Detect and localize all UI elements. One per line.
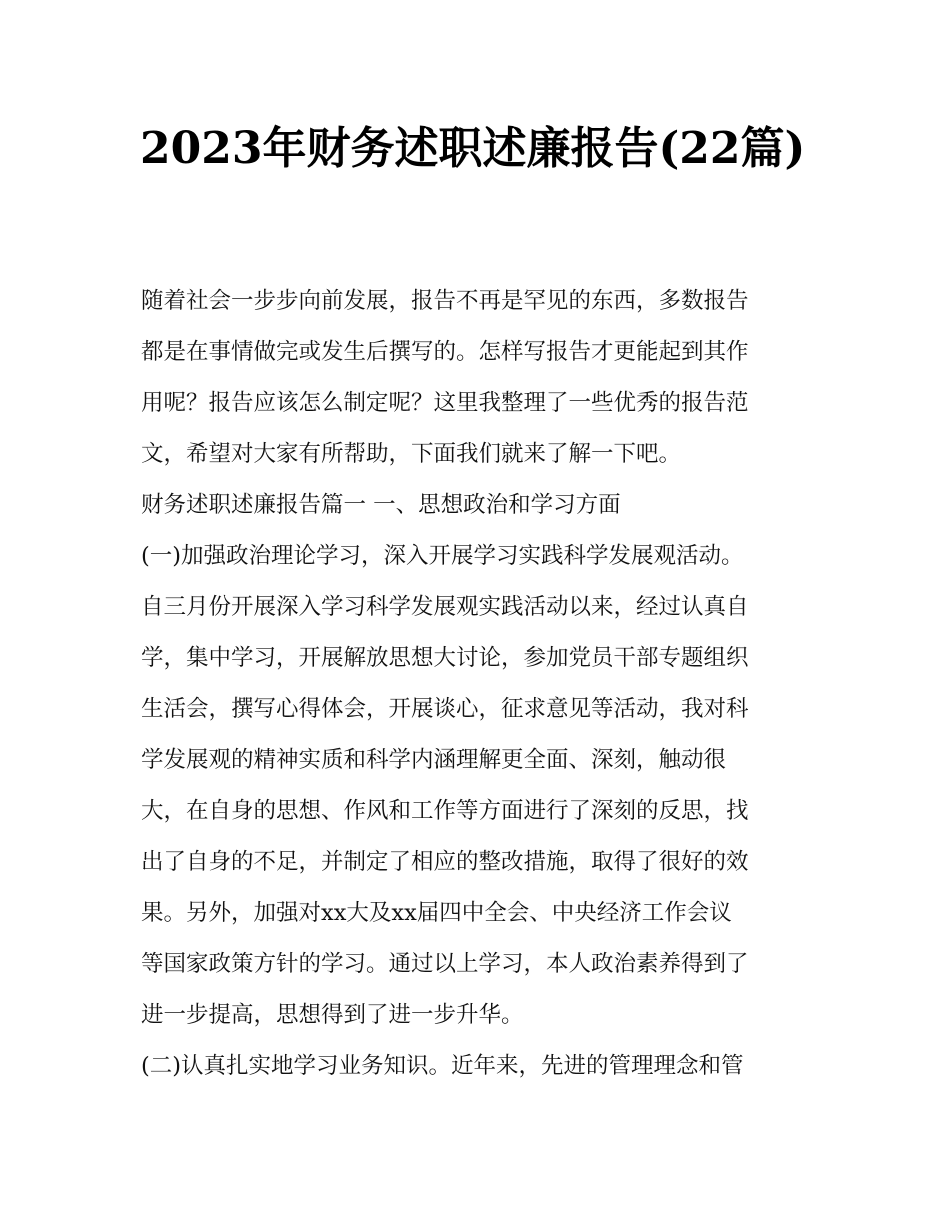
text-line: 财务述职述廉报告篇一 一、思想政治和学习方面 — [141, 492, 621, 518]
text-line: 出了自身的不足，并制定了相应的整改措施，取得了很好的效 — [141, 849, 749, 875]
subsection-heading — [141, 531, 821, 582]
text-line: (一)加强政治理论学习，深入开展学习实践科学发展观活动。 — [141, 543, 744, 569]
intro-paragraph — [141, 276, 821, 480]
document-title: 2023年财务述职述廉报告(22篇) — [140, 123, 806, 174]
text-line: 进一步提高，思想得到了进一步升华。 — [141, 1002, 524, 1028]
text-line: 生活会，撰写心得体会，开展谈心，征求意见等活动，我对科 — [141, 696, 749, 722]
body-paragraph — [141, 582, 821, 1041]
text-line: (二)认真扎实地学习业务知识。近年来，先进的管理理念和管 — [141, 1053, 744, 1079]
text-line: 大，在自身的思想、作风和工作等方面进行了深刻的反思，找 — [141, 798, 749, 824]
text-line: 文，希望对大家有所帮助，下面我们就来了解一下吧。 — [141, 441, 682, 467]
text-line: 等国家政策方针的学习。通过以上学习，本人政治素养得到了 — [141, 951, 749, 977]
section-heading — [141, 480, 821, 531]
document-body — [141, 276, 821, 1092]
text-line: 自三月份开展深入学习科学发展观实践活动以来，经过认真自 — [141, 594, 749, 620]
text-line: 都是在事情做完或发生后撰写的。怎样写报告才更能起到其作 — [141, 339, 749, 365]
text-line: 用呢？报告应该怎么制定呢？这里我整理了一些优秀的报告范 — [141, 390, 749, 416]
text-line: 学，集中学习，开展解放思想大讨论，参加党员干部专题组织 — [141, 645, 749, 671]
text-line: 果。另外，加强对xx大及xx届四中全会、中央经济工作会议 — [141, 900, 732, 926]
subsection-heading — [141, 1041, 821, 1092]
text-line: 学发展观的精神实质和科学内涵理解更全面、深刻，触动很 — [141, 747, 727, 773]
text-line: 随着社会一步步向前发展，报告不再是罕见的东西，多数报告 — [141, 288, 749, 314]
